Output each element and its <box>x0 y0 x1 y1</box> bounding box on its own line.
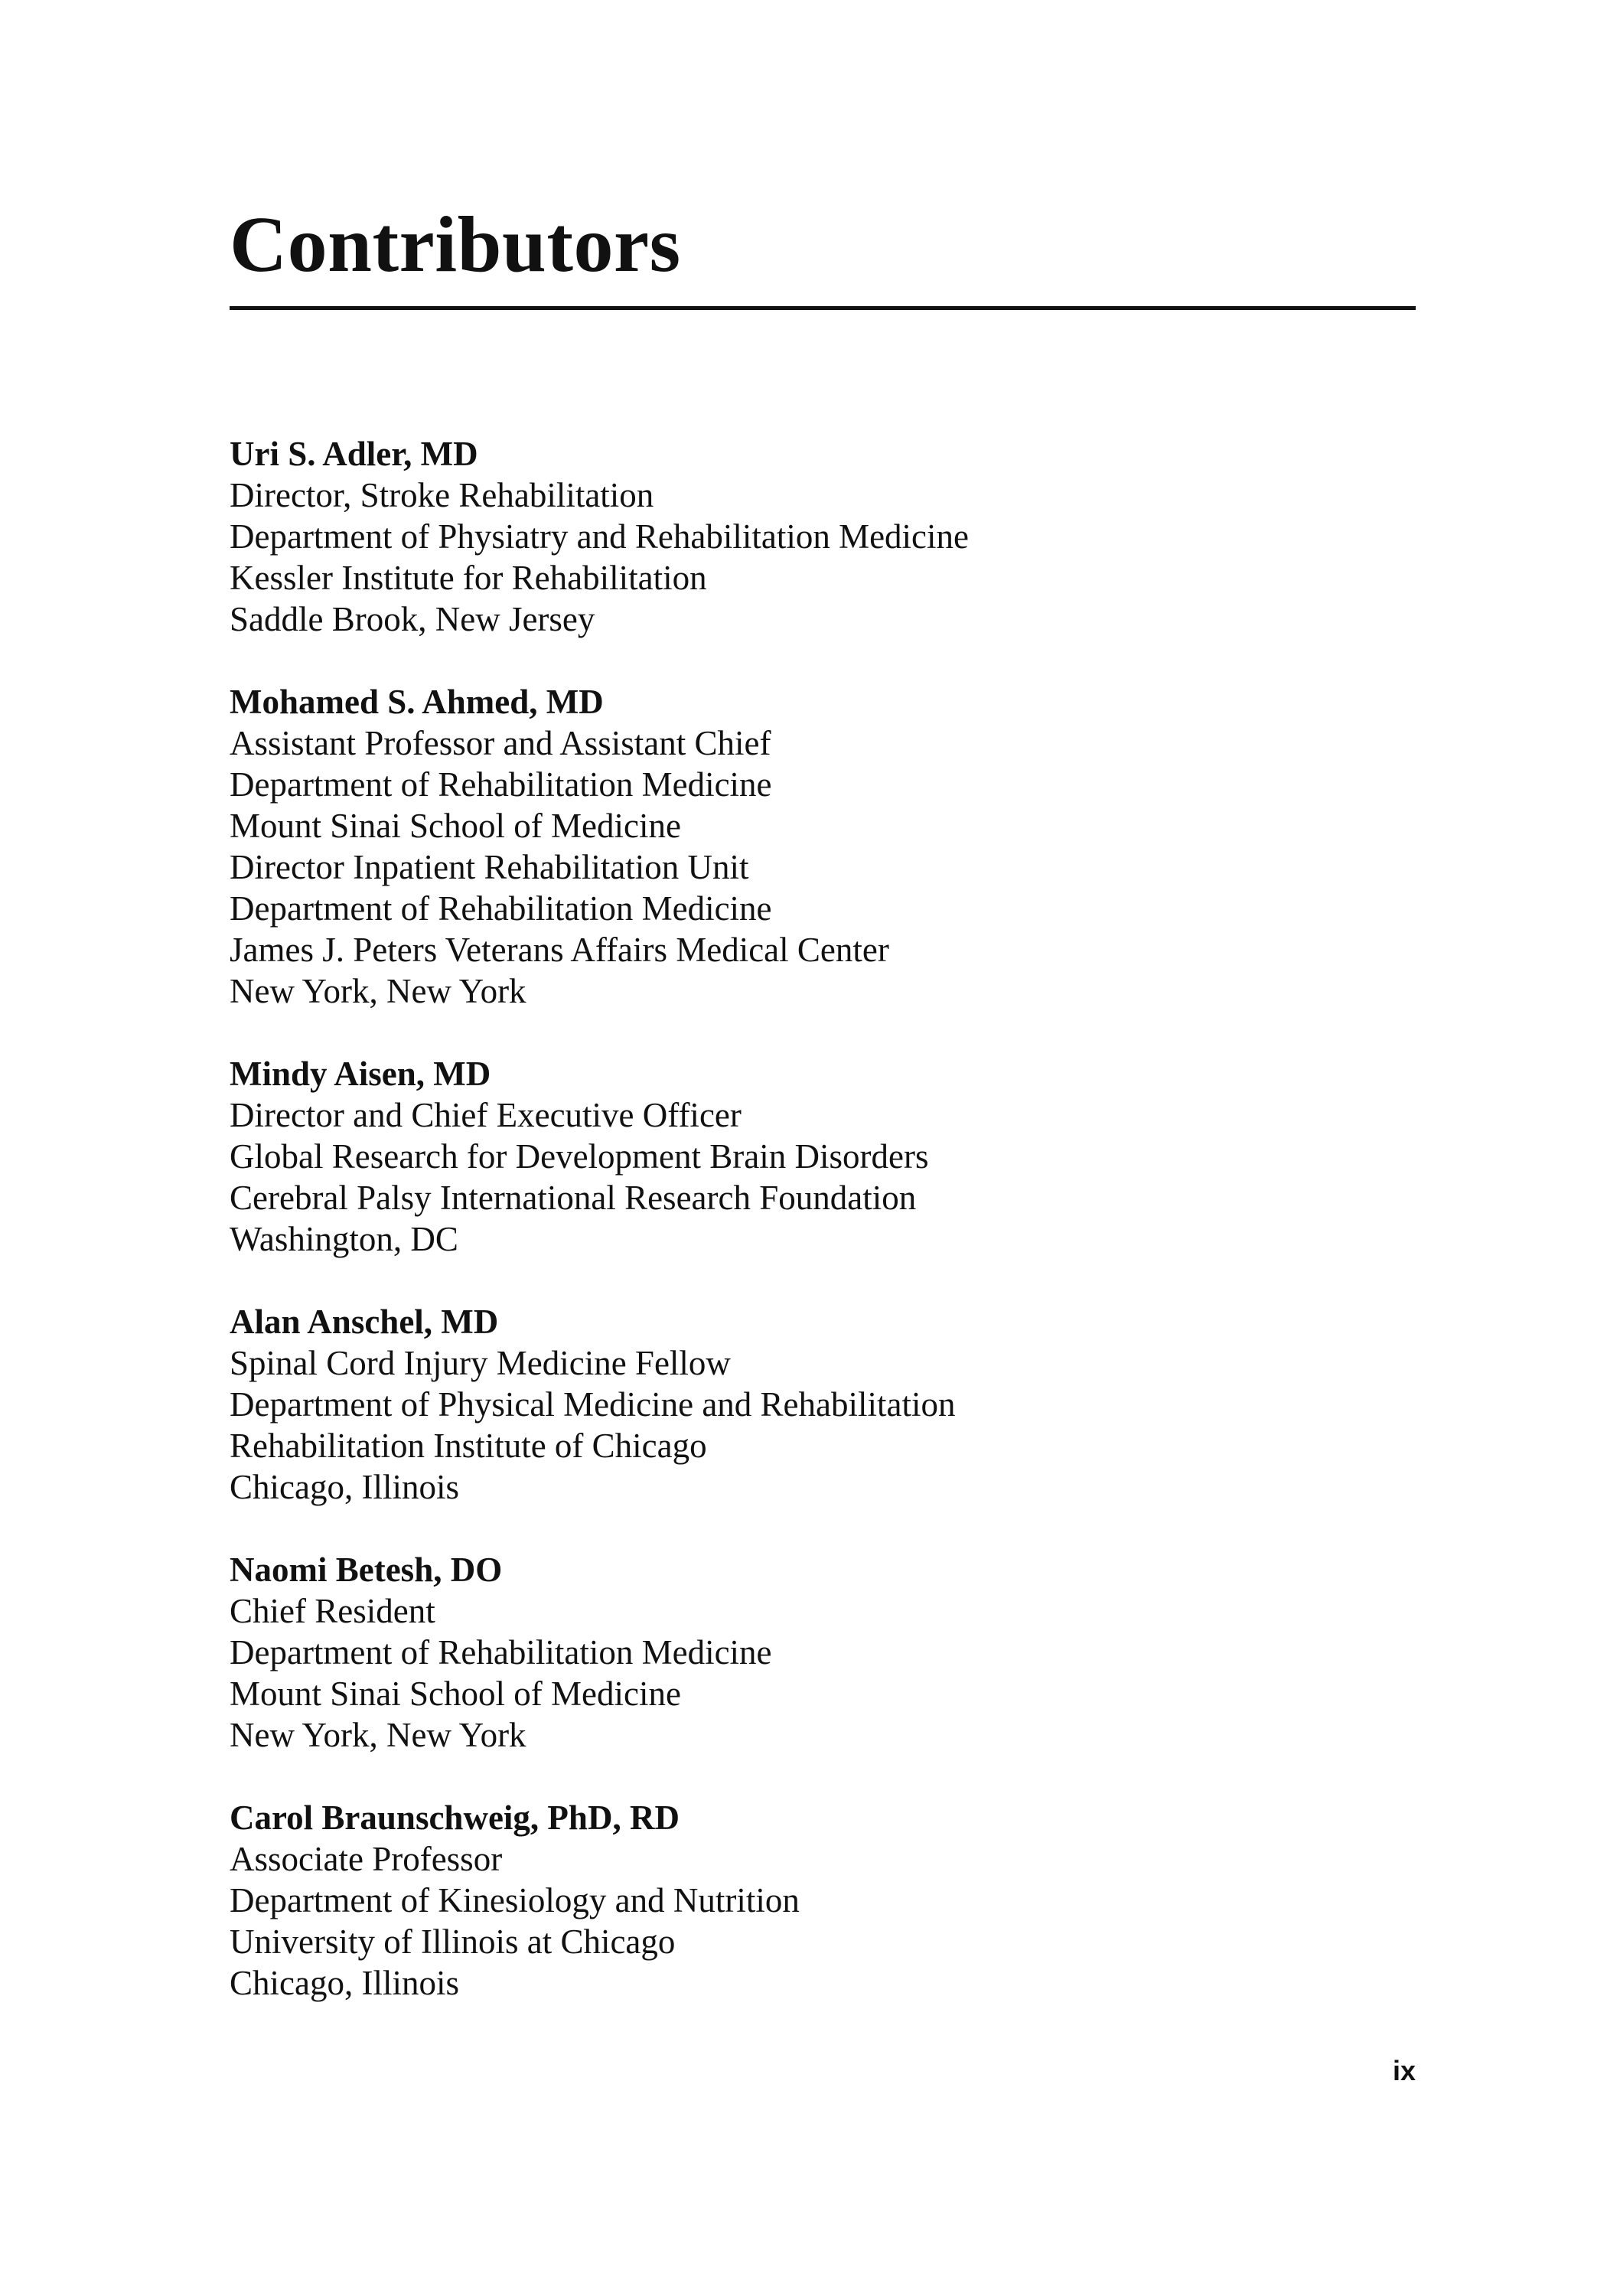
contributor-entry <box>230 681 969 1012</box>
page-number: ix <box>1392 2055 1416 2086</box>
contributor-affiliation-line: Department of Rehabilitation Medicine <box>230 889 772 928</box>
contributor-affiliation-line: Spinal Cord Injury Medicine Fellow <box>230 1344 731 1382</box>
contributor-name: Mindy Aisen, MD <box>230 1055 491 1093</box>
contributor-entry <box>230 1549 969 1756</box>
contributor-affiliation-line: Department of Physiatry and Rehabilitation Medicine <box>230 517 970 556</box>
contributor-affiliation-line: Mount Sinai School of Medicine <box>230 1675 681 1713</box>
title-rule <box>230 306 1416 310</box>
contributor-name: Alan Anschel, MD <box>230 1303 499 1341</box>
contributor-affiliation-line: Director Inpatient Rehabilitation Unit <box>230 848 749 886</box>
contributor-affiliation-line: New York, New York <box>230 972 526 1010</box>
contributor-affiliation-line: Chief Resident <box>230 1592 435 1630</box>
contributor-affiliation-line: Department of Physical Medicine and Rehabilitation <box>230 1385 956 1424</box>
contributor-affiliation-line: Chicago, Illinois <box>230 1964 459 2002</box>
contributor-affiliation-line: Department of Rehabilitation Medicine <box>230 1633 772 1671</box>
contributor-affiliation-line: James J. Peters Veterans Affairs Medical Center <box>230 931 889 969</box>
contributor-affiliation-line: New York, New York <box>230 1716 526 1754</box>
contributor-affiliation-line: Director, Stroke Rehabilitation <box>230 476 654 514</box>
contributor-affiliation-line: Department of Kinesiology and Nutrition <box>230 1881 800 1919</box>
contributor-affiliation-line: Global Research for Development Brain Disorders <box>230 1137 929 1176</box>
contributor-affiliation-line: Department of Rehabilitation Medicine <box>230 765 772 804</box>
contributor-name: Mohamed S. Ahmed, MD <box>230 683 604 721</box>
contributor-affiliation-line: Mount Sinai School of Medicine <box>230 807 681 845</box>
contributor-affiliation-line: Director and Chief Executive Officer <box>230 1096 742 1134</box>
contributor-affiliation-line: Rehabilitation Institute of Chicago <box>230 1427 707 1465</box>
page-title: Contributors <box>230 201 681 289</box>
contributor-affiliation-line: University of Illinois at Chicago <box>230 1923 676 1961</box>
contributor-affiliation-line: Kessler Institute for Rehabilitation <box>230 559 707 597</box>
contributor-name: Carol Braunschweig, PhD, RD <box>230 1799 680 1837</box>
contributor-affiliation-line: Assistant Professor and Assistant Chief <box>230 724 771 762</box>
contributor-affiliation-line: Cerebral Palsy International Research Foundation <box>230 1179 917 1217</box>
contributor-affiliation-line: Associate Professor <box>230 1840 503 1878</box>
contributor-entry <box>230 1053 969 1260</box>
contributor-entry <box>230 1301 969 1508</box>
contributor-affiliation-line: Chicago, Illinois <box>230 1468 459 1506</box>
contributor-entry <box>230 433 969 640</box>
contributor-affiliation-line: Saddle Brook, New Jersey <box>230 600 595 638</box>
contributor-affiliation-line: Washington, DC <box>230 1220 458 1258</box>
contributor-name: Uri S. Adler, MD <box>230 435 478 473</box>
contributor-entry <box>230 1797 969 2004</box>
contributor-list <box>230 433 969 2045</box>
document-page <box>230 0 1416 2296</box>
contributor-name: Naomi Betesh, DO <box>230 1551 503 1589</box>
